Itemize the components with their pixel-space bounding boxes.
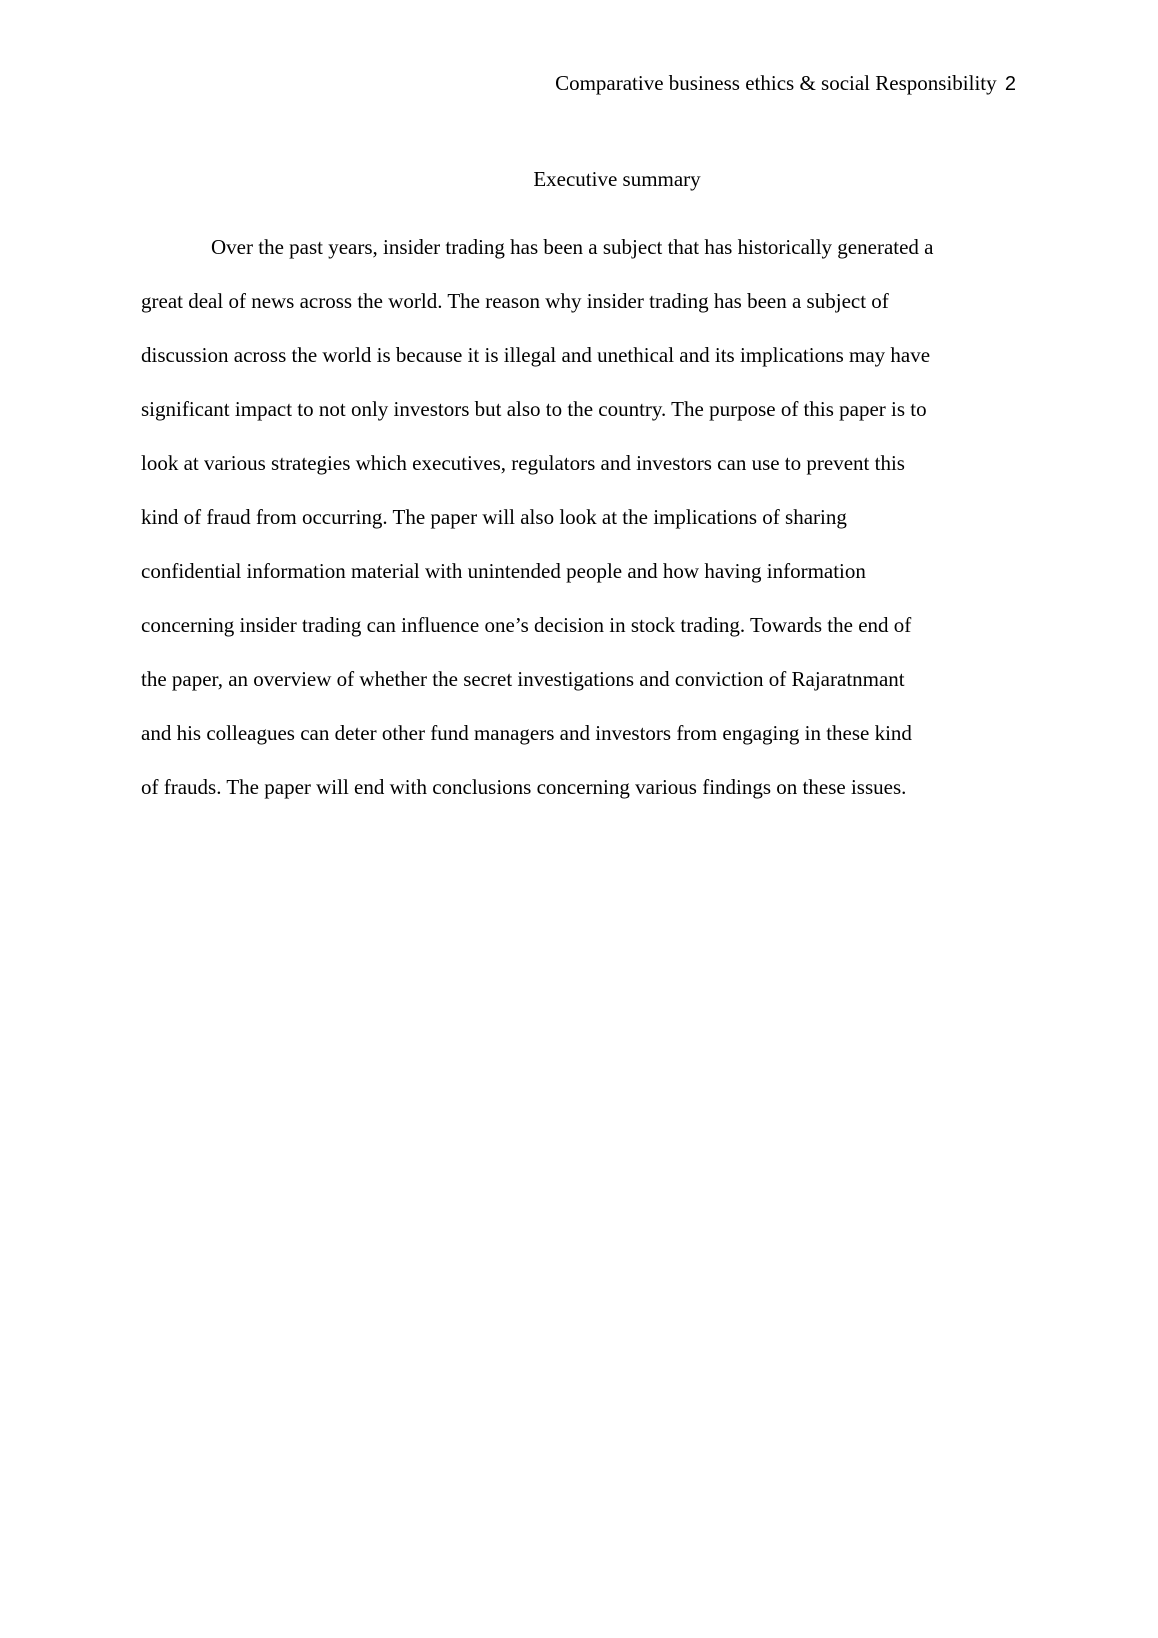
paragraph-line: significant impact to not only investors but also to the country. The purpose of this paper is to (141, 397, 927, 421)
paragraph-line: of frauds. The paper will end with conclusions concerning various findings on these issues. (141, 775, 907, 799)
paragraph-line: concerning insider trading can influence one’s decision in stock trading. Towards the end of (141, 613, 912, 637)
paragraph-line: kind of fraud from occurring. The paper will also look at the implications of sharing (141, 505, 847, 529)
executive-summary-paragraph (141, 227, 1041, 821)
running-head-title: Comparative business ethics & social Responsibility (555, 71, 997, 95)
page-number: 2 (1004, 73, 1016, 95)
paragraph-line: look at various strategies which executives, regulators and investors can use to prevent this (141, 451, 905, 475)
paragraph-line: discussion across the world is because it is illegal and unethical and its implications may have (141, 343, 931, 367)
paragraph-line: and his colleagues can deter other fund managers and investors from engaging in these kind (141, 721, 912, 745)
paragraph-line: confidential information material with unintended people and how having information (141, 559, 866, 583)
section-title: Executive summary (533, 167, 701, 191)
running-head (555, 68, 1016, 99)
paragraph-line: Over the past years, insider trading has been a subject that has historically generated a (211, 235, 934, 259)
paragraph-line: great deal of news across the world. The reason why insider trading has been a subject of (141, 289, 889, 313)
paragraph-line: the paper, an overview of whether the secret investigations and conviction of Rajaratnmant (141, 667, 905, 691)
